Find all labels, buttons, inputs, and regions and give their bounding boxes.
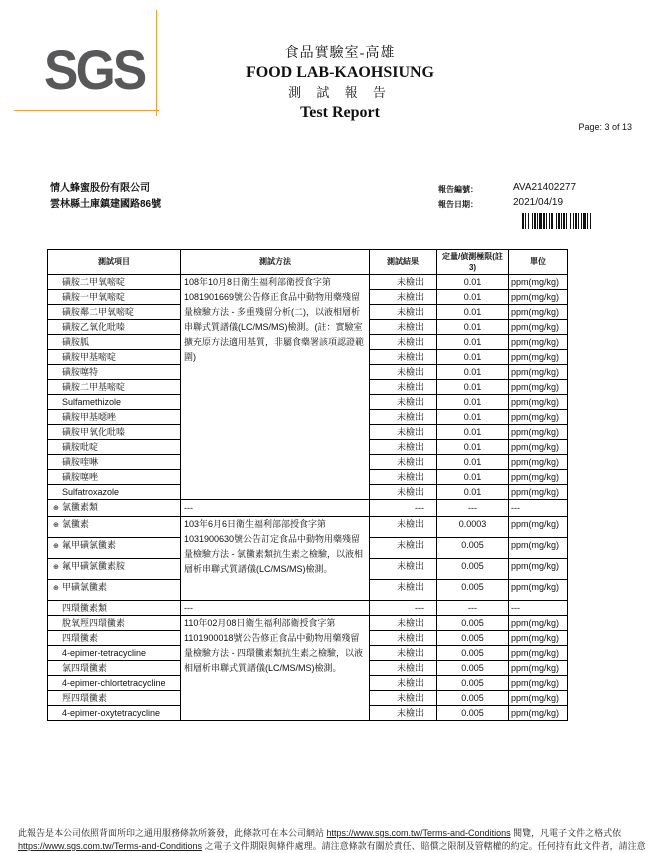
unit-cell: ppm(mg/kg) [509,395,568,410]
result-cell: 未檢出 [370,425,437,440]
unit-cell: ppm(mg/kg) [509,425,568,440]
unit-cell: ppm(mg/kg) [509,631,568,646]
item-cell [48,631,181,646]
item-cell [48,365,181,380]
result-cell: 未檢出 [370,305,437,320]
item-name: 4-epimer-tetracycline [62,648,147,658]
page-number: Page: 3 of 13 [578,122,632,132]
unit-cell: ppm(mg/kg) [509,580,568,601]
result-cell: 未檢出 [370,275,437,290]
report-title-en: Test Report [300,104,380,121]
accreditation-mark-icon: ⊕ [53,585,59,592]
barcode [522,213,612,229]
table-row [48,275,568,290]
item-name: 磺胺胍 [62,337,90,347]
unit-cell: ppm(mg/kg) [509,676,568,691]
unit-cell: ppm(mg/kg) [509,616,568,631]
item-cell [48,305,181,320]
unit-cell: ppm(mg/kg) [509,350,568,365]
item-cell [48,425,181,440]
unit-cell: ppm(mg/kg) [509,706,568,721]
unit-cell: ppm(mg/kg) [509,517,568,538]
item-cell [48,676,181,691]
item-cell [48,538,181,559]
item-name: 甲磺氯黴素 [62,582,108,592]
unit-cell: ppm(mg/kg) [509,485,568,500]
unit-cell: ppm(mg/kg) [509,538,568,559]
result-cell: 未檢出 [370,538,437,559]
result-cell: 未檢出 [370,691,437,706]
loq-cell: 0.01 [437,455,509,470]
item-cell [48,559,181,580]
unit-cell: ppm(mg/kg) [509,661,568,676]
item-cell [48,470,181,485]
report-date-value: 2021/04/19 [513,197,564,208]
item-cell [48,380,181,395]
loq-cell: 0.01 [437,350,509,365]
loq-cell: 0.01 [437,410,509,425]
item-cell [48,661,181,676]
loq-cell: 0.01 [437,485,509,500]
item-cell [48,410,181,425]
header-result: 測試結果 [370,250,437,275]
item-name: Sulfamethizole [62,397,122,407]
loq-cell: 0.005 [437,580,509,601]
result-cell: 未檢出 [370,631,437,646]
loq-cell: 0.01 [437,365,509,380]
footer-disclaimer [18,827,658,853]
unit-cell: ppm(mg/kg) [509,559,568,580]
loq-cell: --- [437,500,509,517]
loq-cell: 0.005 [437,676,509,691]
item-name: 氯黴素 [62,519,90,529]
item-name: 磺胺噻特 [62,367,99,377]
result-cell: 未檢出 [370,350,437,365]
item-name: 4-epimer-chlortetracycline [62,678,166,688]
unit-cell: ppm(mg/kg) [509,335,568,350]
item-cell [48,440,181,455]
item-name: 磺胺一甲氧嘧啶 [62,292,126,302]
unit-cell: ppm(mg/kg) [509,410,568,425]
accreditation-mark-icon: ⊕ [53,543,59,550]
item-cell [48,691,181,706]
loq-cell: 0.01 [437,440,509,455]
item-cell [48,706,181,721]
unit-cell: ppm(mg/kg) [509,320,568,335]
item-cell [48,500,181,517]
report-date-label: 報告日期： [438,200,478,209]
item-name: 磺胺二甲氧嘧啶 [62,277,126,287]
loq-cell: 0.0003 [437,517,509,538]
result-cell: 未檢出 [370,395,437,410]
method-cell: 108年10月8日衛生福利部衛授食字第1081901669號公告修正食品中動物用藥殘留量檢驗方法 - 多重殘留分析(二)，以液相層析串聯式質譜儀(LC/MS/MS)檢測。(註：實驗室擴充原方法適用基質，非屬食藥署該項認證範圍) [181,275,370,500]
result-cell: 未檢出 [370,706,437,721]
method-cell: 103年6月6日衛生福利部部授食字第1031900630號公告訂定食品中動物用藥殘留量檢驗方法 - 氯黴素類抗生素之檢驗，以液相層析串聯式質譜儀(LC/MS/MS)檢測。 [181,517,370,601]
result-cell: 未檢出 [370,616,437,631]
terms-link-2[interactable]: https://www.sgs.com.tw/Terms-and-Conditions [18,841,203,851]
item-name: 氯四環黴素 [62,663,108,673]
table-row [48,616,568,631]
loq-cell: 0.01 [437,335,509,350]
item-cell [48,455,181,470]
item-name: 脫氧羥四環黴素 [62,618,126,628]
terms-link-1[interactable]: https://www.sgs.com.tw/Terms-and-Conditions [326,828,511,838]
item-cell [48,320,181,335]
item-name: 羥四環黴素 [62,693,108,703]
unit-cell: ppm(mg/kg) [509,440,568,455]
result-cell: 未檢出 [370,470,437,485]
method-cell: --- [181,601,370,616]
report-number-label: 報告編號： [438,185,478,194]
loq-cell: --- [437,601,509,616]
method-cell: --- [181,500,370,517]
loq-cell: 0.005 [437,559,509,580]
result-cell: 未檢出 [370,580,437,601]
client-address: 雲林縣土庫鎮建國路86號 [50,199,162,210]
result-cell: 未檢出 [370,676,437,691]
result-cell: 未檢出 [370,290,437,305]
unit-cell: --- [509,601,568,616]
report-title-block [180,44,500,123]
loq-cell: 0.005 [437,706,509,721]
header-method: 測試方法 [181,250,370,275]
result-cell: 未檢出 [370,485,437,500]
item-name: 磺胺甲氧化吡嗪 [62,427,126,437]
unit-cell: ppm(mg/kg) [509,365,568,380]
unit-cell: ppm(mg/kg) [509,290,568,305]
table-row [48,517,568,538]
result-cell: --- [370,601,437,616]
footer-text-1b: 閱覽，凡電子文件之格式依 [510,828,622,838]
footer-line-2 [18,840,658,853]
item-name: 氟甲磺氯黴素 [62,540,117,550]
footer-text-1a: 此報告是本公司依照背面所印之通用服務條款所簽發，此條款可在本公司網站 [18,828,327,838]
item-name: 磺胺鄰二甲氧嘧啶 [62,307,135,317]
table-header-row [48,250,568,275]
table-row-class [48,601,568,616]
method-cell: 110年02月08日衛生福利部衛授食字第1101900018號公告修正食品中動物用藥殘留量檢驗方法 - 四環黴素類抗生素之檢驗，以液相層析串聯式質譜儀(LC/MS/MS)檢測。 [181,616,370,721]
loq-cell: 0.01 [437,305,509,320]
loq-cell: 0.005 [437,631,509,646]
client-info [50,181,161,213]
item-name: 氟甲磺氯黴素胺 [62,561,126,571]
item-cell [48,350,181,365]
loq-cell: 0.005 [437,538,509,559]
accreditation-mark-icon: ⊕ [53,522,59,529]
header-loq-text: 定量/偵測極限(註3) [442,252,503,272]
item-cell [48,601,181,616]
result-cell: 未檢出 [370,440,437,455]
unit-cell: ppm(mg/kg) [509,691,568,706]
header-item: 測試項目 [48,250,181,275]
result-cell: 未檢出 [370,661,437,676]
loq-cell: 0.01 [437,275,509,290]
header-unit: 單位 [509,250,568,275]
lab-name-en: FOOD LAB-KAOHSIUNG [245,64,434,81]
unit-cell: ppm(mg/kg) [509,470,568,485]
header-loq [437,250,509,275]
logo-horizontal-line [14,110,159,111]
item-name: 4-epimer-oxytetracycline [62,708,161,718]
result-cell: 未檢出 [370,559,437,580]
item-cell [48,517,181,538]
item-name: 磺胺喹啉 [62,457,99,467]
item-name: 磺胺甲基嘧啶 [62,352,117,362]
footer-line-1 [18,827,658,840]
unit-cell: ppm(mg/kg) [509,275,568,290]
result-cell: 未檢出 [370,320,437,335]
logo-vertical-line [156,10,157,116]
item-name: 四環黴素 [62,633,99,643]
result-cell: 未檢出 [370,380,437,395]
unit-cell: ppm(mg/kg) [509,305,568,320]
item-cell [48,580,181,601]
item-cell [48,485,181,500]
loq-cell: 0.01 [437,380,509,395]
unit-cell: --- [509,500,568,517]
loq-cell: 0.01 [437,395,509,410]
loq-cell: 0.01 [437,425,509,440]
report-number-value: AVA21402277 [513,182,577,193]
barcode-bar [591,213,592,229]
loq-cell: 0.005 [437,691,509,706]
sgs-logo [44,40,164,110]
item-cell [48,335,181,350]
loq-cell: 0.005 [437,616,509,631]
result-cell: 未檢出 [370,335,437,350]
loq-cell: 0.005 [437,646,509,661]
loq-cell: 0.01 [437,470,509,485]
unit-cell: ppm(mg/kg) [509,646,568,661]
footer-text-2b: 之電子文件期限與條件處理。請注意條款有關於責任、賠償之限制及管轄權的約定。任何持有此文件者，請注意 [202,841,646,851]
table-row-class [48,500,568,517]
item-cell [48,275,181,290]
loq-cell: 0.005 [437,661,509,676]
item-name: 磺胺甲基噁唑 [62,412,117,422]
result-cell: 未檢出 [370,646,437,661]
item-cell [48,290,181,305]
unit-cell: ppm(mg/kg) [509,455,568,470]
loq-cell: 0.01 [437,290,509,305]
item-name: 四環黴素類 [62,603,108,613]
result-cell: 未檢出 [370,410,437,425]
item-cell [48,646,181,661]
lab-name-cn: 食品實驗室-高雄 [284,46,396,61]
item-cell [48,616,181,631]
accreditation-mark-icon: ⊕ [53,505,59,512]
item-name: 磺胺吡啶 [62,442,99,452]
logo-text: SGS [44,38,145,101]
item-cell [48,395,181,410]
results-table [47,249,568,721]
result-cell: 未檢出 [370,517,437,538]
item-name: 氯黴素類 [62,502,99,512]
item-name: Sulfatroxazole [62,487,120,497]
loq-cell: 0.01 [437,320,509,335]
result-cell: --- [370,500,437,517]
accreditation-mark-icon: ⊕ [53,564,59,571]
item-name: 磺胺二甲基嘧啶 [62,382,126,392]
unit-cell: ppm(mg/kg) [509,380,568,395]
item-name: 磺胺乙氧化吡嗪 [62,322,126,332]
client-name: 情人蜂蜜股份有限公司 [50,183,150,194]
result-cell: 未檢出 [370,365,437,380]
item-name: 磺胺噻唑 [62,472,99,482]
result-cell: 未檢出 [370,455,437,470]
report-title-cn: 測 試 報 告 [288,85,392,100]
